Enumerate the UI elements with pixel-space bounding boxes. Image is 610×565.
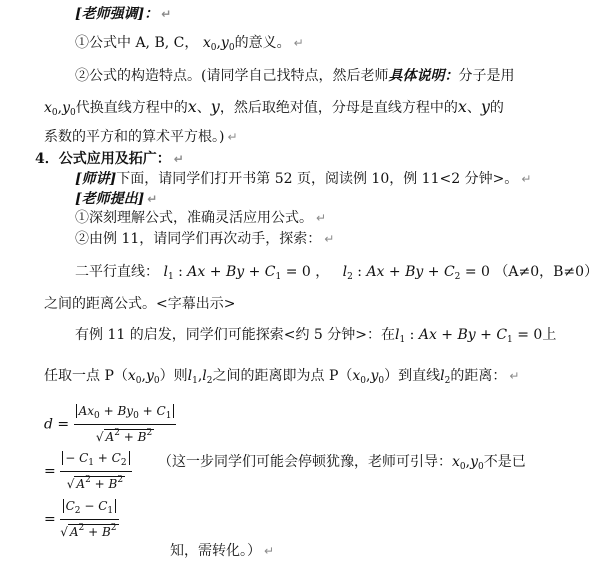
formula-note-2-end: 系数的平方和的算术平方根。) ↵ [44,129,238,145]
distance-eq-1: d = $\frac{Ax_0 + By_0 + C_1}{√ A^2 + B^2}$ [44,404,176,445]
parallel-lines: 二平行直线： $l_1$ : $Ax + By + C_1 = 0$ ， $l_2$ : $Ax + By + C_2 = 0$ （A≠0，B≠0） [75,264,599,282]
exploration-cont: 任取一点 $P(x_0,y_0)$则$l_1,l_2$之间的距离即为点 $P(x_0,y_0)$到直线$l_2$的距离： ↵ [44,368,520,386]
distance-eq-2: = $\frac{- C_1 + C_2}{√ A^2 + B^2}$ [44,451,132,492]
formula-note-2-cont: $x_0,y_0$代换直线方程中的x、y，然后取绝对值，分母是直线方程中的x、y的 [44,97,504,118]
distance-eq-3: = $\frac{C_2 - C_1}{√ A^2 + B^2}$ [44,499,117,539]
point-2: ②由例 11，请同学们再次动手，探索： ↵ [75,231,335,247]
guidance-note-end: 知，需转化。） ↵ [170,543,275,559]
exploration: 有例 11 的启发，同学们可能探索<约 5 分钟>：在$l_1$ : $Ax + By + C_1 = 0$上 [75,327,557,345]
teacher-proposal-label: [老师提出] ↵ [75,191,158,207]
section-heading: 4．公式应用及拓广： ↵ [35,151,184,167]
point-1: ①深刻理解公式，准确灵活应用公式。 ↵ [75,210,327,226]
formula-note-1: ①公式中 A, B, C， $x_0,y_0$的意义。 ↵ [75,35,304,53]
teacher-emphasis-label: [老师强调]： ↵ [75,6,172,22]
teacher-lecture: [师讲]下面，请同学们打开书第 52 页，阅读例 10，例 11<2 分钟>。 ↵ [75,171,532,187]
guidance-note: （这一步同学们可能会停顿犹豫，老师可引导：$x_0,y_0$不是已 [158,454,526,472]
formula-note-2: ②公式的构造特点。(请同学自己找特点，然后老师具体说明：分子是用 [75,68,515,84]
distance-formula-line: 之间的距离公式。<字幕出示> [44,296,236,312]
